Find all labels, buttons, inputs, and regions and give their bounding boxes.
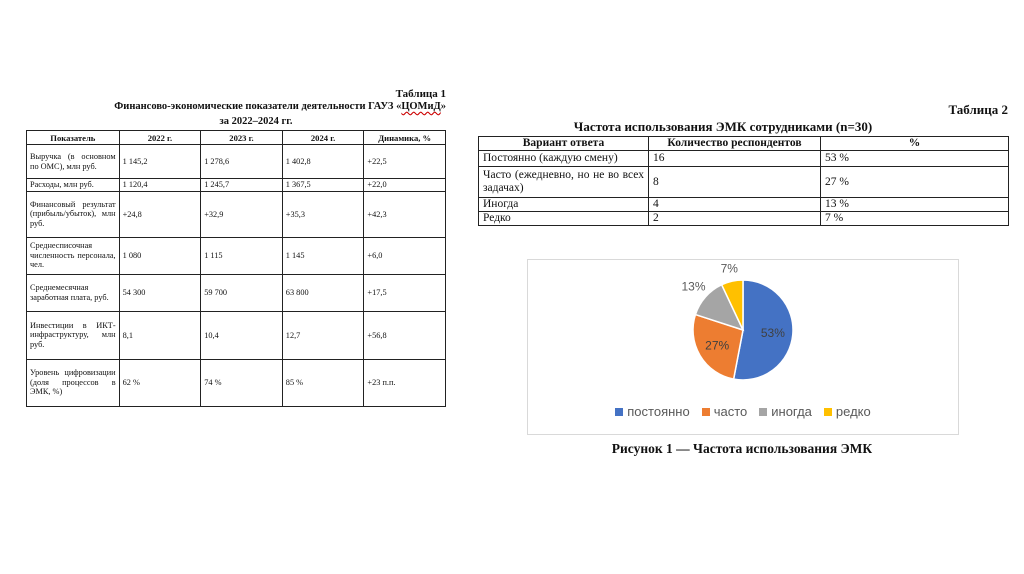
table-cell: +24,8: [119, 191, 201, 237]
table-cell: 53 %: [821, 151, 1009, 167]
table-row: [27, 145, 446, 179]
indicator-name: Выручка (в основном по ОМС), млн руб.: [27, 145, 120, 179]
table-cell: 1 145,2: [119, 145, 201, 179]
legend-swatch: [759, 408, 767, 416]
table1-title-prefix: Финансово-экономические показатели деятельности ГАУЗ «: [114, 101, 402, 112]
answer-option: Иногда: [479, 198, 649, 212]
indicator-name: Уровень цифровизации (доля процессов в ЭМК, %): [27, 359, 120, 406]
table-header-row: [27, 131, 446, 145]
table-cell: +42,3: [364, 191, 446, 237]
table-cell: 2: [649, 212, 821, 226]
legend-item: [615, 404, 689, 419]
table-cell: 59 700: [201, 274, 283, 311]
table-cell: 62 %: [119, 359, 201, 406]
data-label: 27%: [705, 338, 730, 353]
header-cell: Динамика, %: [364, 131, 446, 145]
table-cell: 1 367,5: [282, 179, 364, 192]
table-cell: +23 п.п.: [364, 359, 446, 406]
header-cell: Вариант ответа: [479, 137, 649, 151]
table1-title-org: ЦОМиД: [401, 101, 441, 112]
legend-swatch: [824, 408, 832, 416]
table1-subtitle: за 2022–2024 гг.: [219, 116, 293, 127]
table-cell: 16: [649, 151, 821, 167]
figure-caption: Рисунок 1 — Частота использования ЭМК: [611, 441, 873, 456]
answer-option: Постоянно (каждую смену): [479, 151, 649, 167]
legend-item: [759, 404, 812, 419]
table1-title: [26, 101, 446, 112]
table-cell: +35,3: [282, 191, 364, 237]
table-cell: 1 278,6: [201, 145, 283, 179]
table-cell: 4: [649, 198, 821, 212]
data-label: 7%: [720, 261, 738, 276]
table1-number: Таблица 1: [395, 88, 446, 100]
table-row: [27, 274, 446, 311]
table-cell: 13 %: [821, 198, 1009, 212]
table-row: [27, 359, 446, 406]
table-cell: 1 080: [119, 237, 201, 274]
table-row: [479, 212, 1009, 226]
table-cell: +32,9: [201, 191, 283, 237]
table-cell: 1 120,4: [119, 179, 201, 192]
header-cell: 2023 г.: [201, 131, 283, 145]
indicator-name: Среднемесячная заработная плата, руб.: [27, 274, 120, 311]
header-cell: %: [821, 137, 1009, 151]
table-cell: +22,0: [364, 179, 446, 192]
answer-option: Часто (ежедневно, но не во всех задачах): [479, 167, 649, 198]
legend-label: редко: [835, 404, 871, 419]
table-row: [27, 311, 446, 359]
table-row: [27, 237, 446, 274]
indicator-name: Финансовый результат (прибыль/убыток), млн руб.: [27, 191, 120, 237]
table-cell: 27 %: [821, 167, 1009, 198]
emk-usage-frequency-table: [478, 136, 1009, 226]
pie-chart: [527, 259, 959, 435]
table-cell: 10,4: [201, 311, 283, 359]
table-cell: 8,1: [119, 311, 201, 359]
legend-swatch: [615, 408, 623, 416]
table2-title: Частота использования ЭМК сотрудниками (n=30): [573, 119, 873, 134]
table-row: [27, 191, 446, 237]
table-cell: 1 402,8: [282, 145, 364, 179]
legend-label: постоянно: [627, 404, 690, 419]
chart-legend: [528, 404, 958, 419]
table-cell: 85 %: [282, 359, 364, 406]
table-cell: 8: [649, 167, 821, 198]
table2-number: Таблица 2: [948, 102, 1008, 117]
table-row: [479, 167, 1009, 198]
indicator-name: Среднесписочная численность персонала, чел.: [27, 237, 120, 274]
table-cell: 1 115: [201, 237, 283, 274]
table-cell: 7 %: [821, 212, 1009, 226]
table-header-row: [479, 137, 1009, 151]
legend-label: часто: [713, 404, 748, 419]
legend-item: [824, 404, 871, 419]
data-label: 53%: [760, 325, 785, 340]
indicator-name: Расходы, млн руб.: [27, 179, 120, 192]
table-cell: 74 %: [201, 359, 283, 406]
data-label: 13%: [681, 279, 706, 294]
header-cell: Количество респондентов: [649, 137, 821, 151]
table-row: [479, 151, 1009, 167]
table-cell: +6,0: [364, 237, 446, 274]
table-cell: +22,5: [364, 145, 446, 179]
table-cell: 1 145: [282, 237, 364, 274]
legend-item: [702, 404, 748, 419]
table-cell: 12,7: [282, 311, 364, 359]
header-cell: 2022 г.: [119, 131, 201, 145]
table-row: [479, 198, 1009, 212]
table-cell: 63 800: [282, 274, 364, 311]
header-cell: 2024 г.: [282, 131, 364, 145]
table-cell: 54 300: [119, 274, 201, 311]
legend-label: иногда: [771, 404, 812, 419]
table-cell: +17,5: [364, 274, 446, 311]
indicator-name: Инвестиции в ИКТ-инфраструктуру, млн руб.: [27, 311, 120, 359]
header-cell: Показатель: [27, 131, 120, 145]
answer-option: Редко: [479, 212, 649, 226]
table-cell: +56,8: [364, 311, 446, 359]
table-row: [27, 179, 446, 192]
financial-indicators-table: [26, 130, 446, 407]
table1-title-suffix: »: [440, 101, 446, 112]
table-cell: 1 245,7: [201, 179, 283, 192]
legend-swatch: [702, 408, 710, 416]
